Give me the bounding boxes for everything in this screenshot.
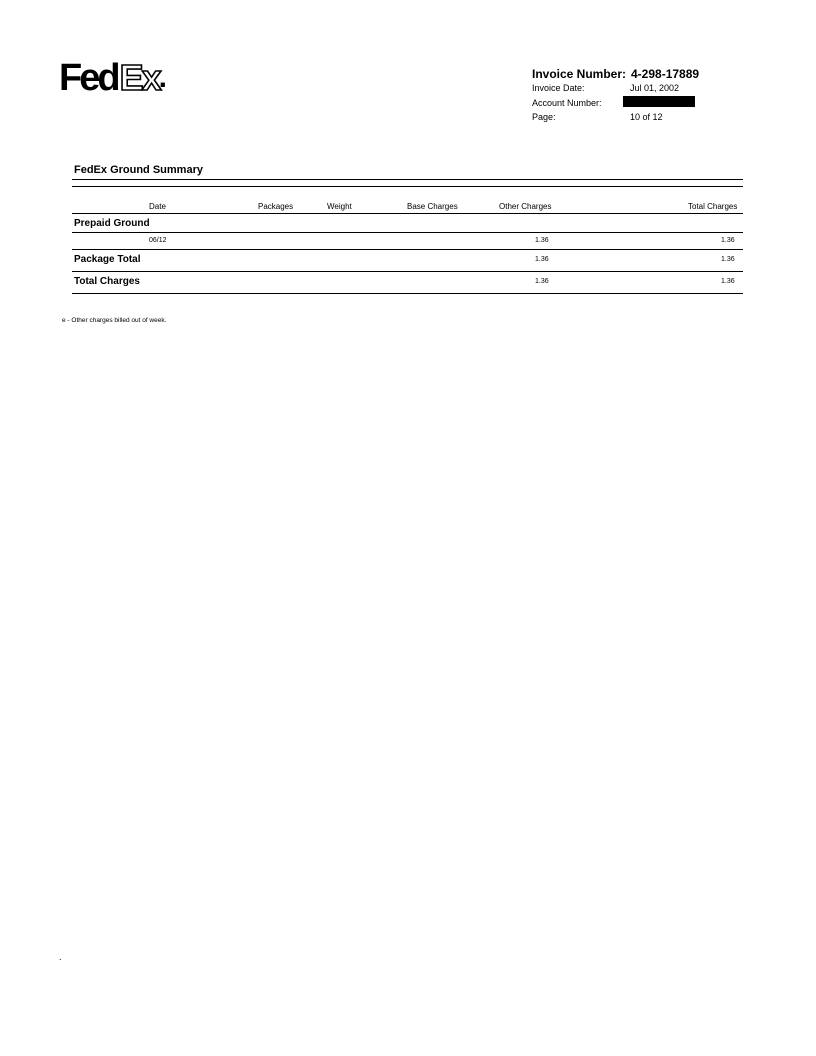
account-number-redaction bbox=[623, 96, 695, 107]
page-label: Page: bbox=[532, 112, 556, 122]
row-date: 06/12 bbox=[149, 237, 167, 244]
stray-mark: . bbox=[59, 952, 62, 962]
divider-group bbox=[72, 232, 743, 233]
logo-dot: . bbox=[158, 61, 167, 94]
package-total-other-charges: 1.36 bbox=[535, 256, 549, 263]
row-other-charges: 1.36 bbox=[535, 237, 549, 244]
col-header-packages: Packages bbox=[258, 202, 294, 211]
col-header-total-charges: Total Charges bbox=[688, 202, 738, 211]
section-title: FedEx Ground Summary bbox=[74, 164, 203, 176]
group-label-prepaid-ground: Prepaid Ground bbox=[74, 218, 150, 229]
col-header-date: Date bbox=[149, 202, 166, 211]
divider-bottom bbox=[72, 293, 743, 294]
account-number-label: Account Number: bbox=[532, 98, 602, 108]
divider-row bbox=[72, 249, 743, 250]
col-header-weight: Weight bbox=[327, 202, 352, 211]
total-charges-other-charges: 1.36 bbox=[535, 278, 549, 285]
row-total-charges: 1.36 bbox=[721, 237, 735, 244]
invoice-number-value: 4-298-17889 bbox=[631, 67, 700, 81]
invoice-number-label: Invoice Number: bbox=[532, 67, 627, 81]
invoice-date-label: Invoice Date: bbox=[532, 83, 585, 93]
divider-package-total bbox=[72, 271, 743, 272]
package-total-label: Package Total bbox=[74, 254, 141, 265]
invoice-date-value: Jul 01, 2002 bbox=[630, 83, 680, 93]
logo-fed-text: Fed bbox=[59, 57, 118, 99]
divider-top-1 bbox=[72, 179, 743, 180]
col-header-base-charges: Base Charges bbox=[407, 202, 458, 211]
total-charges-total-charges: 1.36 bbox=[721, 278, 735, 285]
total-charges-label: Total Charges bbox=[74, 276, 140, 287]
footnote: e - Other charges billed out of week. bbox=[62, 317, 167, 324]
page-value: 10 of 12 bbox=[630, 112, 663, 122]
divider-top-2 bbox=[72, 186, 743, 187]
logo-ex-text: Ex bbox=[119, 57, 160, 98]
col-header-other-charges: Other Charges bbox=[499, 202, 552, 211]
divider-header bbox=[72, 213, 743, 214]
package-total-total-charges: 1.36 bbox=[721, 256, 735, 263]
fedex-logo bbox=[59, 57, 167, 99]
